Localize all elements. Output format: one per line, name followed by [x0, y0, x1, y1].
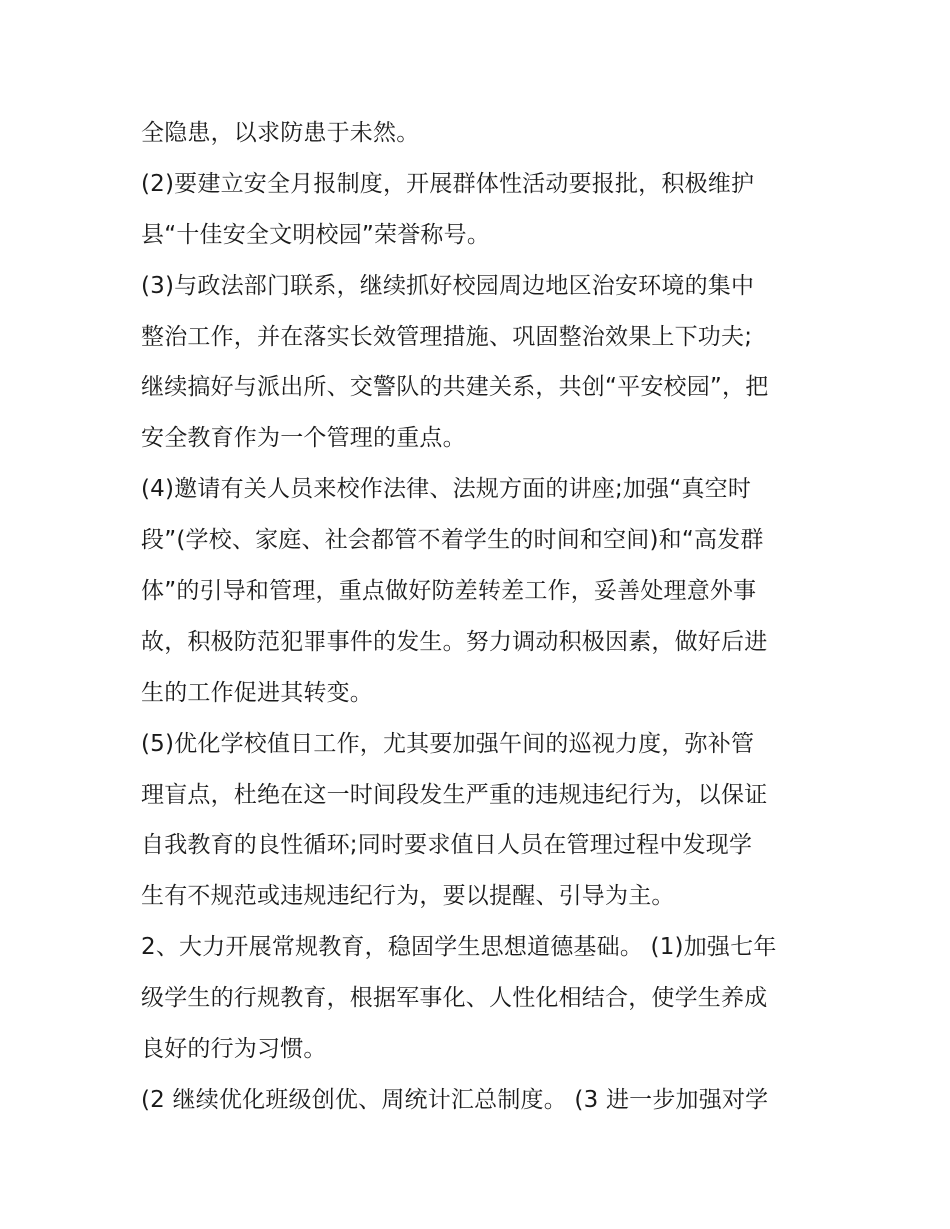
text-line: 生的工作促进其转变。 [141, 679, 373, 706]
text-line: 继续搞好与派出所、交警队的共建关系，共创“平安校园”，把 [141, 374, 769, 401]
text-line: 级学生的行规教育，根据军事化、人性化相结合，使学生养成 [141, 985, 768, 1012]
text-line: 良好的行为习惯。 [141, 1036, 327, 1063]
text-line: 故，积极防范犯罪事件的发生。努力调动积极因素，做好后进 [141, 628, 768, 655]
text-line: 安全教育作为一个管理的重点。 [141, 425, 466, 452]
text-line: 2、大力开展常规教育，稳固学生思想道德基础。 (1)加强七年 [141, 934, 777, 961]
text-line: 体”的引导和管理，重点做好防差转差工作，妥善处理意外事 [141, 578, 757, 605]
text-line: (3)与政法部门联系，继续抓好校园周边地区治安环境的集中 [141, 272, 755, 299]
text-line: (4)邀请有关人员来校作法律、法规方面的讲座;加强“真空时 [141, 476, 752, 503]
text-line: (5)优化学校值日工作，尤其要加强午间的巡视力度，弥补管 [141, 730, 755, 757]
text-line: 理盲点，杜绝在这一时间段发生严重的违规违纪行为，以保证 [141, 781, 768, 808]
text-line: (2)要建立安全月报制度，开展群体性活动要报批，积极维护 [141, 170, 755, 197]
text-line: (2 继续优化班级创优、周统计汇总制度。 (3 进一步加强对学 [141, 1086, 769, 1113]
text-line: 全隐患，以求防患于未然。 [141, 120, 420, 146]
text-line: 整治工作，并在落实长效管理措施、巩固整治效果上下功夫; [141, 323, 753, 350]
text-line: 县“十佳安全文明校园”荣誉称号。 [141, 221, 491, 248]
text-line: 自我教育的良性循环;同时要求值日人员在管理过程中发现学 [141, 832, 753, 859]
text-line: 生有不规范或违规违纪行为，要以提醒、引导为主。 [141, 883, 675, 910]
text-line: 段”(学校、家庭、社会都管不着学生的时间和空间)和“高发群 [141, 527, 764, 554]
